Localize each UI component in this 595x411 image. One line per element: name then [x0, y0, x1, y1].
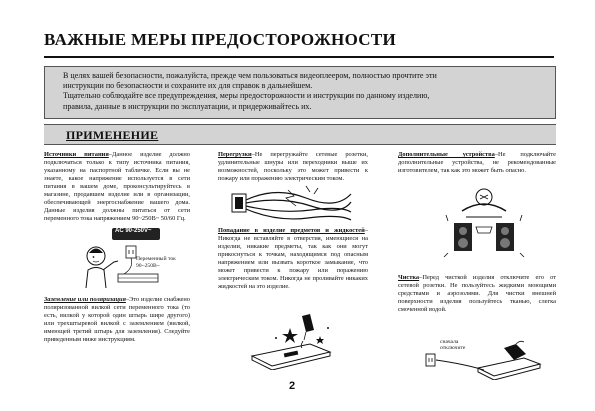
overloaded-outlet-illustration	[226, 184, 356, 224]
intro-line-4: правила, данные в инструкции по эксплуатации, и придерживайтесь их.	[63, 101, 312, 111]
overload-text: –Не перегружайте сетевые розетки, удлинительные шнуры или переходники выше их возможностей, поскольку это может привести к пожару или поражению электрическим током.	[218, 151, 368, 182]
grounding-title: Заземление или поляризация	[44, 296, 126, 303]
power-sources-text: –Данное изделие должно подключаться только к типу источника питания, указанному на паспортной табличке. Если вы не знаете, какое напряжение используется в сети питания в вашем доме, проконсультируйтесь в магазине, продавшем изделие или в организации, обеспечивающей энергоснабжение вашего дома. Данные изделия должны питаться от сети переменного тока напряжением 90~250В~ 50/60 Гц.	[44, 151, 191, 222]
unplug-label-line-2: отключите	[440, 345, 466, 351]
unstable-stand-illustration	[442, 187, 526, 261]
liquids-paragraph	[218, 227, 368, 291]
accessories-title: Дополнительные устройства	[398, 151, 495, 158]
title-rule	[44, 56, 554, 58]
grounding-paragraph	[44, 296, 190, 344]
cleaning-title: Чистка	[398, 274, 420, 281]
liquid-spill-illustration	[248, 314, 340, 370]
ac-caption-line-2: 90~250В~	[136, 263, 160, 269]
voltage-badge: AC 90-250V~	[115, 228, 152, 234]
page-number: 2	[289, 380, 296, 392]
grounding-text: –Это изделие снабжено поляризованной вилкой сети переменного тока (то есть, вилкой у которой один штырь шире другого) или трехштыревой вилкой с заземлением (вилкой, имеющей третий штырь для заземления). Следуйте приведенным ниже инструкциям.	[44, 296, 191, 343]
intro-box	[44, 66, 556, 119]
page-title: ВАЖНЫЕ МЕРЫ ПРЕДОСТОРОЖНОСТИ	[44, 30, 397, 49]
cleaning-paragraph	[398, 274, 556, 314]
section-heading: ПРИМЕНЕНИЕ	[66, 128, 159, 142]
liquids-title: Попадание в изделие предметов и жидкостей	[218, 227, 365, 234]
unplug-label-line-1: сначала	[440, 339, 459, 345]
overload-paragraph	[218, 151, 368, 183]
overload-title: Перегрузки	[218, 151, 252, 158]
intro-line-3: Тщательно соблюдайте все предупреждения, меры предосторожности и инструкции по данному изделию,	[63, 91, 430, 101]
accessories-paragraph	[398, 151, 556, 175]
power-sources-title: Источники питания	[44, 151, 109, 158]
intro-line-1: В целях вашей безопасности, пожалуйста, прежде чем пользоваться видеоплеером, полностью прочтите эти	[63, 71, 437, 80]
ac-caption-line-1: Переменный ток	[136, 256, 176, 262]
person-with-socket-illustration	[74, 226, 194, 288]
intro-line-2: инструкции по безопасности и сохраните их для справок в дальнейшем.	[63, 81, 313, 91]
accessories-text: –Не подключайте дополнительные устройства, не рекомендованные изготовителем, так как это может быть опасно.	[398, 151, 556, 174]
power-sources-paragraph	[44, 151, 190, 223]
cleaning-text: –Перед чисткой изделия отключите его от сетевой розетки. Не пользуйтесь жидкими моющими средствами и аэрозолями. Для чистки внешней поверхности изделия пользуйтесь тканью, слегка смоченной водой.	[398, 274, 556, 313]
section-header	[44, 124, 556, 145]
liquids-text: –Никогда не вставляйте в отверстия, имеющиеся на изделии, никакие предметы, так как они могут прикоснуться к точкам, находящимся под опасным напряжением или вызвать короткое замыкание, что может привести к пожару или поражению электрическим током. Никогда не проливайте никаких жидкостей на это изделие.	[218, 227, 368, 290]
